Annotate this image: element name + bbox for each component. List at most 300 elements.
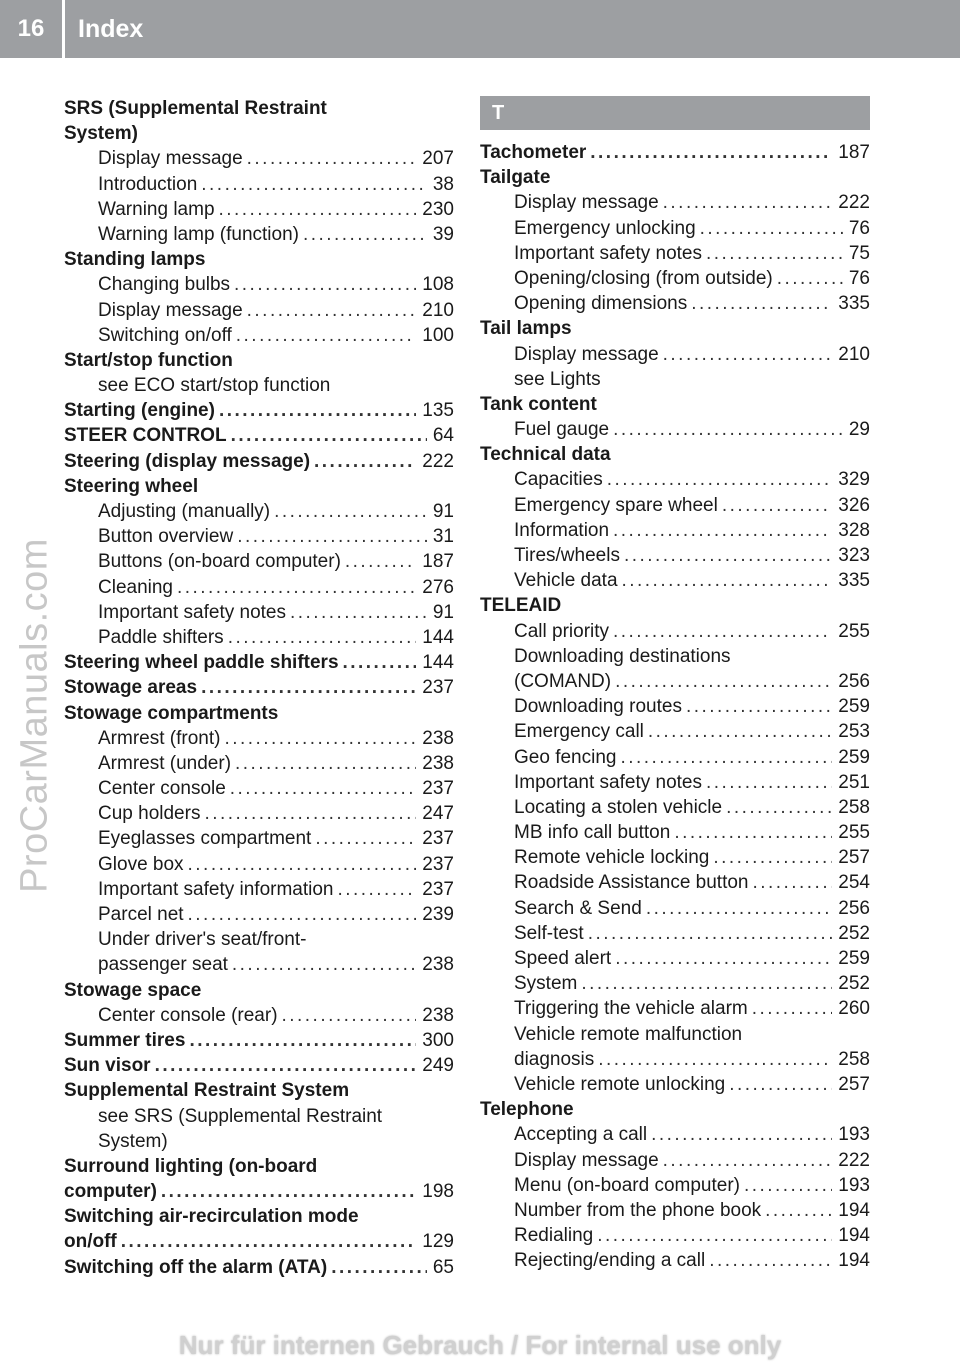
page-reference: 135 — [422, 400, 454, 422]
page-reference: 64 — [432, 425, 454, 447]
entry-text: Warning lamp (function) — [98, 223, 299, 245]
page-reference: 335 — [838, 293, 870, 315]
page-reference: 257 — [838, 1073, 870, 1095]
index-entry — [480, 568, 870, 593]
page-reference: 260 — [838, 998, 870, 1020]
page-reference: 91 — [432, 601, 454, 623]
index-entry — [480, 619, 870, 644]
dot-leader — [201, 172, 427, 197]
dot-leader — [219, 197, 417, 222]
index-entry — [64, 877, 454, 902]
index-entry — [480, 216, 870, 241]
dot-leader — [345, 549, 416, 574]
letter-heading-t: T — [480, 96, 870, 130]
page-reference: 259 — [838, 746, 870, 768]
index-entry — [64, 222, 454, 247]
entry-text: see SRS (Supplemental Restraint — [98, 1105, 383, 1127]
page-reference: 239 — [422, 904, 454, 925]
dot-leader — [188, 852, 417, 877]
index-entry — [480, 543, 870, 568]
entry-text: Search & Send — [514, 897, 642, 919]
entry-text: computer) — [64, 1181, 157, 1203]
index-entry — [64, 1053, 454, 1078]
dot-leader — [237, 524, 427, 549]
entry-text: Vehicle data — [514, 570, 618, 592]
dot-leader — [247, 146, 417, 171]
entry-text: Standing lamps — [64, 249, 206, 271]
entry-text: Downloading destinations — [514, 645, 731, 667]
entry-text: Roadside Assistance button — [514, 872, 749, 894]
section-title: Index — [78, 14, 144, 43]
entry-text: Sun visor — [64, 1055, 151, 1077]
dot-leader — [598, 1047, 832, 1072]
entry-text: Stowage areas — [64, 677, 198, 699]
entry-text: Important safety information — [98, 878, 334, 900]
page-reference: 255 — [838, 822, 870, 844]
entry-text: Vehicle remote unlocking — [514, 1073, 726, 1095]
dot-leader — [204, 801, 416, 826]
dot-leader — [713, 845, 832, 870]
index-entry — [64, 323, 454, 348]
page-reference: 238 — [422, 727, 454, 749]
entry-text: System) — [98, 1130, 168, 1152]
index-entry — [64, 474, 454, 499]
entry-text: Display message — [514, 1149, 659, 1171]
index-entry — [480, 316, 870, 341]
entry-text: Call priority — [514, 620, 610, 642]
index-entry — [64, 675, 454, 700]
dot-leader — [235, 751, 416, 776]
entry-text: Cup holders — [98, 803, 201, 825]
entry-text: Number from the phone book — [514, 1199, 762, 1221]
entry-text: Tachometer — [480, 142, 587, 163]
index-entry — [64, 1204, 454, 1229]
dot-leader — [228, 625, 417, 650]
index-entry — [480, 165, 870, 190]
page-reference: 210 — [422, 299, 454, 321]
dot-leader — [613, 518, 832, 543]
index-entry — [480, 1173, 870, 1198]
entry-text: Important safety notes — [514, 771, 702, 793]
index-entry — [480, 870, 870, 895]
dot-leader — [581, 971, 832, 996]
index-entry — [64, 575, 454, 600]
index-entry — [64, 1229, 454, 1254]
page-reference: 257 — [838, 847, 870, 869]
index-entry — [64, 927, 454, 952]
index-entry — [480, 593, 870, 618]
index-entry — [480, 845, 870, 870]
index-entry — [64, 146, 454, 171]
entry-text: STEER CONTROL — [64, 425, 227, 447]
page-reference: 193 — [838, 1174, 870, 1196]
entry-text: Rejecting/ending a call — [514, 1250, 706, 1272]
dot-leader — [588, 921, 833, 946]
dot-leader — [177, 575, 416, 600]
index-entry — [480, 1148, 870, 1173]
page-reference: 258 — [838, 1048, 870, 1070]
index-entry — [64, 701, 454, 726]
index-entry — [64, 600, 454, 625]
entry-text: Menu (on-board computer) — [514, 1174, 740, 1196]
index-entry — [480, 1072, 870, 1097]
dot-leader — [607, 467, 833, 492]
dot-leader — [729, 1072, 832, 1097]
page-reference: 255 — [838, 620, 870, 642]
page-reference: 194 — [838, 1199, 870, 1221]
index-entry — [64, 121, 454, 146]
page-reference: 187 — [422, 551, 454, 573]
index-entry — [480, 518, 870, 543]
dot-leader — [663, 190, 833, 215]
page-reference: 76 — [848, 217, 870, 239]
dot-leader — [648, 719, 832, 744]
index-entry — [64, 96, 454, 121]
index-entry — [64, 952, 454, 977]
dot-leader — [753, 870, 833, 895]
index-entry — [480, 820, 870, 845]
dot-leader — [338, 877, 417, 902]
dot-leader — [615, 669, 832, 694]
index-entry — [64, 1028, 454, 1053]
entry-text: Information — [514, 519, 610, 541]
index-entry — [480, 669, 870, 694]
index-entry — [64, 1003, 454, 1028]
entry-text: Start/stop function — [64, 349, 233, 371]
entry-text: Speed alert — [514, 948, 612, 969]
dot-leader — [201, 675, 416, 700]
index-entry — [480, 770, 870, 795]
index-entry — [480, 1223, 870, 1248]
dot-leader — [765, 1198, 832, 1223]
index-entry — [64, 826, 454, 851]
index-entry — [480, 367, 870, 392]
page-reference: 258 — [838, 796, 870, 818]
entry-text: Downloading routes — [514, 696, 682, 718]
page-reference: 252 — [838, 973, 870, 995]
index-entry — [64, 247, 454, 272]
index-list-right — [480, 140, 870, 1273]
entry-text: Steering wheel — [64, 475, 199, 497]
entry-text: Display message — [514, 343, 659, 365]
page-reference: 222 — [422, 450, 454, 472]
entry-text: Stowage compartments — [64, 702, 279, 724]
entry-text: Switching off the alarm (ATA) — [64, 1256, 328, 1278]
page-reference: 108 — [422, 274, 454, 296]
entry-text: Steering wheel paddle shifters — [64, 652, 339, 674]
page-reference: 39 — [432, 223, 454, 245]
entry-text: Starting (engine) — [64, 400, 215, 422]
index-entry — [480, 795, 870, 820]
entry-text: Capacities — [514, 469, 603, 491]
page-reference: 326 — [838, 494, 870, 516]
entry-text: Emergency unlocking — [514, 217, 696, 239]
index-entry — [64, 197, 454, 222]
page-reference: 328 — [838, 519, 870, 541]
dot-leader — [700, 216, 843, 241]
page-reference: 91 — [432, 501, 454, 522]
index-entry — [64, 801, 454, 826]
index-entry — [480, 241, 870, 266]
dot-leader — [752, 996, 833, 1021]
index-entry — [480, 392, 870, 417]
dot-leader — [303, 222, 427, 247]
dot-leader — [155, 1053, 417, 1078]
dot-leader — [188, 902, 417, 927]
index-entry — [64, 524, 454, 549]
dot-leader — [651, 1122, 832, 1147]
entry-text: Center console — [98, 778, 226, 800]
index-entry — [480, 417, 870, 442]
page-reference: 193 — [838, 1124, 870, 1146]
entry-text: System) — [64, 123, 138, 145]
index-entry — [480, 190, 870, 215]
entry-text: Armrest (under) — [98, 752, 232, 774]
dot-leader — [224, 726, 416, 751]
dot-leader — [726, 795, 832, 820]
dot-leader — [691, 291, 832, 316]
page-reference: 276 — [422, 576, 454, 598]
entry-text: System — [514, 973, 578, 995]
index-entry — [480, 1097, 870, 1122]
page-reference: 207 — [422, 148, 454, 170]
dot-leader — [219, 398, 416, 423]
index-entry — [64, 650, 454, 675]
page-reference: 259 — [838, 948, 870, 969]
index-entry — [64, 549, 454, 574]
entry-text: Surround lighting (on-board — [64, 1155, 318, 1177]
dot-leader — [315, 826, 416, 851]
header-bar — [0, 0, 960, 58]
page-reference: 256 — [838, 670, 870, 692]
dot-leader — [613, 619, 832, 644]
entry-text: Cleaning — [98, 576, 173, 598]
page-reference: 237 — [422, 878, 454, 900]
page-reference: 144 — [422, 626, 454, 648]
page-reference: 144 — [422, 652, 454, 674]
page-reference: 254 — [838, 872, 870, 894]
dot-leader — [274, 499, 427, 524]
page-reference: 247 — [422, 803, 454, 825]
entry-text: Telephone — [480, 1099, 574, 1121]
page-reference: 300 — [422, 1029, 454, 1051]
entry-text: Redialing — [514, 1225, 594, 1247]
dot-leader — [722, 493, 832, 518]
page-reference: 129 — [422, 1231, 454, 1253]
index-entry — [64, 373, 454, 398]
index-entry — [64, 1255, 454, 1280]
index-entry — [64, 978, 454, 1003]
entry-text: Important safety notes — [514, 242, 702, 264]
entry-text: Adjusting (manually) — [98, 501, 271, 522]
page-reference: 237 — [422, 828, 454, 850]
index-entry — [480, 921, 870, 946]
entry-text: Opening dimensions — [514, 293, 688, 315]
dot-leader — [744, 1173, 832, 1198]
dot-leader — [236, 323, 417, 348]
footer-watermark: Nur für internen Gebrauch / For internal use only — [178, 1330, 782, 1360]
page-reference: 237 — [422, 677, 454, 699]
page-reference: 238 — [422, 752, 454, 774]
entry-text: on/off — [64, 1231, 117, 1253]
page-reference: 100 — [422, 324, 454, 346]
entry-text: Stowage space — [64, 979, 202, 1001]
dot-leader — [121, 1229, 417, 1254]
index-entry — [480, 493, 870, 518]
index-entry — [64, 902, 454, 927]
entry-text: Glove box — [98, 853, 184, 875]
page-reference: 335 — [838, 570, 870, 592]
index-entry — [480, 342, 870, 367]
entry-text: Introduction — [98, 173, 198, 195]
index-column-left — [64, 96, 454, 1280]
entry-text: Switching on/off — [98, 324, 232, 346]
index-entry — [64, 272, 454, 297]
entry-text: Tailgate — [480, 167, 551, 189]
dot-leader — [161, 1179, 416, 1204]
entry-text: Self-test — [514, 922, 584, 944]
entry-text: passenger seat — [98, 954, 228, 976]
index-entry — [480, 1248, 870, 1273]
index-entry — [64, 499, 454, 524]
entry-text: Display message — [98, 148, 243, 170]
index-entry — [64, 852, 454, 877]
dot-leader — [620, 745, 832, 770]
index-entry — [480, 442, 870, 467]
entry-text: Geo fencing — [514, 746, 617, 768]
entry-text: Armrest (front) — [98, 727, 221, 749]
dot-leader — [234, 272, 416, 297]
dot-leader — [597, 1223, 832, 1248]
entry-text: see Lights — [514, 368, 601, 390]
entry-text: Eyeglasses compartment — [98, 828, 312, 850]
index-entry — [64, 398, 454, 423]
entry-text: diagnosis — [514, 1048, 595, 1070]
entry-text: Opening/closing (from outside) — [514, 267, 773, 289]
dot-leader — [663, 1148, 833, 1173]
page-reference: 76 — [848, 267, 870, 289]
page-reference: 238 — [422, 954, 454, 976]
dot-leader — [230, 776, 417, 801]
entry-text: Remote vehicle locking — [514, 847, 710, 869]
page-reference: 31 — [432, 526, 454, 548]
entry-text: Supplemental Restraint System — [64, 1080, 350, 1102]
dot-leader — [314, 449, 416, 474]
dot-leader — [590, 140, 832, 165]
index-entry — [480, 1198, 870, 1223]
index-entry — [64, 726, 454, 751]
dot-leader — [615, 946, 832, 971]
entry-text: Warning lamp — [98, 198, 215, 220]
entry-text: Steering (display message) — [64, 450, 311, 472]
index-entry — [64, 1078, 454, 1103]
dot-leader — [290, 600, 427, 625]
page-reference: 29 — [848, 419, 870, 441]
dot-leader — [674, 820, 832, 845]
index-entry — [64, 1129, 454, 1154]
page-reference: 252 — [838, 922, 870, 944]
index-entry — [64, 423, 454, 448]
dot-leader — [706, 770, 832, 795]
index-entry — [480, 694, 870, 719]
entry-text: Vehicle remote malfunction — [514, 1023, 743, 1045]
entry-text: Important safety notes — [98, 601, 286, 623]
page-reference: 230 — [422, 198, 454, 220]
page-reference: 253 — [838, 721, 870, 743]
index-entry — [64, 1179, 454, 1204]
dot-leader — [777, 266, 843, 291]
dot-leader — [663, 342, 833, 367]
entry-text: Button overview — [98, 526, 234, 548]
page-number: 16 — [17, 15, 45, 42]
entry-text: Display message — [98, 299, 243, 321]
side-watermark: ProCarManuals.com — [13, 538, 56, 893]
entry-text: Summer tires — [64, 1029, 186, 1051]
index-entry — [480, 896, 870, 921]
entry-text: Center console (rear) — [98, 1004, 278, 1026]
dot-leader — [232, 952, 416, 977]
dot-leader — [686, 694, 832, 719]
entry-text: Buttons (on-board computer) — [98, 551, 341, 573]
dot-leader — [247, 298, 417, 323]
page-reference: 251 — [838, 771, 870, 793]
entry-text: Parcel net — [98, 904, 184, 925]
dot-leader — [646, 896, 832, 921]
page-reference: 187 — [838, 142, 870, 163]
dot-leader — [343, 650, 417, 675]
page-reference: 210 — [838, 343, 870, 365]
index-entry — [480, 266, 870, 291]
index-entry — [480, 1022, 870, 1047]
entry-text: Changing bulbs — [98, 274, 231, 296]
entry-text: Emergency call — [514, 721, 644, 743]
dot-leader — [231, 423, 427, 448]
entry-text: SRS (Supplemental Restraint — [64, 98, 327, 119]
entry-text: MB info call button — [514, 822, 671, 844]
page-reference: 38 — [432, 173, 454, 195]
page-reference: 237 — [422, 778, 454, 800]
index-entry — [480, 745, 870, 770]
entry-text: Locating a stolen vehicle — [514, 796, 723, 818]
page-reference: 249 — [422, 1055, 454, 1077]
page-reference: 256 — [838, 897, 870, 919]
index-entry — [480, 971, 870, 996]
entry-text: TELEAID — [480, 595, 562, 617]
index-column-right — [480, 96, 870, 1273]
entry-text: Emergency spare wheel — [514, 494, 718, 516]
entry-text: Tank content — [480, 393, 597, 415]
dot-leader — [331, 1255, 427, 1280]
dot-leader — [189, 1028, 416, 1053]
page-reference: 198 — [422, 1181, 454, 1203]
index-entry — [480, 946, 870, 971]
entry-text: Switching air-recirculation mode — [64, 1206, 359, 1228]
entry-text: Display message — [514, 192, 659, 214]
entry-text: Tires/wheels — [514, 545, 620, 566]
index-entry — [64, 172, 454, 197]
page-reference: 237 — [422, 853, 454, 875]
dot-leader — [624, 543, 832, 568]
page-reference: 323 — [838, 545, 870, 566]
page-reference: 222 — [838, 1149, 870, 1171]
entry-text: see ECO start/stop function — [98, 375, 331, 397]
page-reference: 238 — [422, 1004, 454, 1026]
dot-leader — [706, 241, 843, 266]
dot-leader — [709, 1248, 832, 1273]
page-reference: 75 — [848, 242, 870, 264]
index-entry — [64, 348, 454, 373]
page-reference: 194 — [838, 1250, 870, 1272]
